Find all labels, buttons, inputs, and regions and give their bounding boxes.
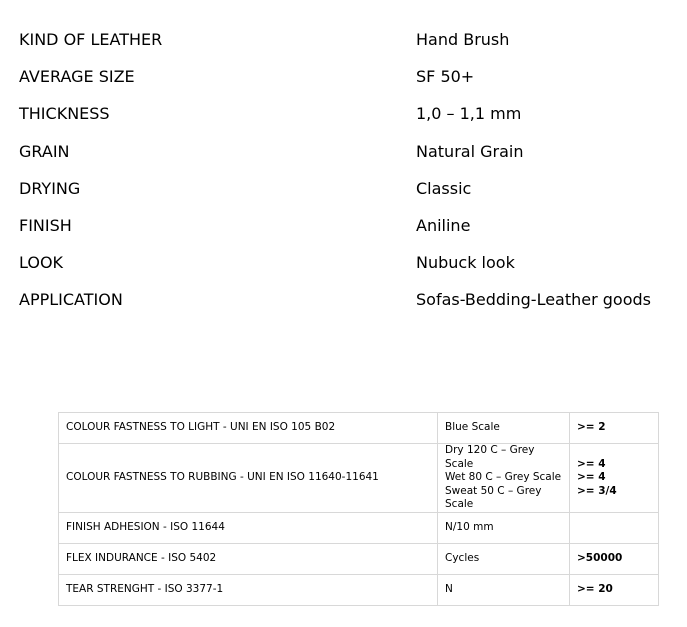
test-result-line: >= 4 <box>577 457 606 470</box>
spec-label: LOOK <box>19 253 64 273</box>
test-name: FINISH ADHESION - ISO 11644 <box>59 512 438 543</box>
test-method <box>438 413 570 444</box>
test-method-line: Sweat 50 C – Grey Scale <box>445 484 542 510</box>
test-name: TEAR STRENGHT - ISO 3377-1 <box>59 574 438 605</box>
test-method <box>438 444 570 513</box>
test-method-line: N/10 mm <box>445 520 494 533</box>
spec-row-thickness <box>19 95 679 132</box>
spec-label: THICKNESS <box>19 104 110 124</box>
test-method-line: Wet 80 C – Grey Scale <box>445 471 562 483</box>
table-row <box>59 574 659 605</box>
spec-row-look <box>19 244 679 281</box>
spec-value: SF 50+ <box>416 67 475 87</box>
spec-label: FINISH <box>19 216 72 236</box>
spec-list <box>19 21 679 319</box>
spec-value: Classic <box>416 178 472 198</box>
spec-value: 1,0 – 1,1 mm <box>416 104 522 124</box>
test-result-line: >= 20 <box>577 582 613 595</box>
test-result-line: >50000 <box>577 551 623 564</box>
test-name: COLOUR FASTNESS TO RUBBING - UNI EN ISO 11640-11641 <box>59 444 438 513</box>
test-result <box>570 444 659 513</box>
test-result <box>570 543 659 574</box>
spec-row-kind <box>19 21 679 58</box>
spec-row-finish <box>19 207 679 244</box>
table-row <box>59 413 659 444</box>
spec-label: APPLICATION <box>19 290 123 310</box>
test-result <box>570 413 659 444</box>
spec-value: Sofas-Bedding-Leather goods <box>416 290 651 310</box>
spec-row-grain <box>19 133 679 170</box>
spec-label: DRYING <box>19 178 81 198</box>
test-result-line: >= 3/4 <box>577 484 617 497</box>
spec-label: KIND OF LEATHER <box>19 30 163 50</box>
table-row <box>59 444 659 513</box>
test-name: COLOUR FASTNESS TO LIGHT - UNI EN ISO 105 B02 <box>59 413 438 444</box>
test-name: FLEX INDURANCE - ISO 5402 <box>59 543 438 574</box>
test-method-line: Cycles <box>445 551 480 564</box>
test-method <box>438 512 570 543</box>
test-method <box>438 543 570 574</box>
spec-label: AVERAGE SIZE <box>19 67 135 87</box>
table-row <box>59 512 659 543</box>
test-result <box>570 574 659 605</box>
table-row <box>59 543 659 574</box>
spec-value: Aniline <box>416 216 471 236</box>
spec-value: Hand Brush <box>416 30 510 50</box>
test-method-line: Blue Scale <box>445 421 500 434</box>
test-result-line: >= 4 <box>577 471 606 483</box>
test-result <box>570 512 659 543</box>
test-method-line: Dry 120 C – Grey Scale <box>445 444 535 470</box>
spec-value: Nubuck look <box>416 253 515 273</box>
test-method-line: N <box>445 582 453 595</box>
test-method <box>438 574 570 605</box>
spec-value: Natural Grain <box>416 141 524 161</box>
spec-row-application <box>19 281 679 318</box>
test-table <box>58 412 659 606</box>
test-result-line: >= 2 <box>577 421 606 434</box>
spec-row-size <box>19 58 679 95</box>
spec-label: GRAIN <box>19 141 70 161</box>
spec-row-drying <box>19 170 679 207</box>
